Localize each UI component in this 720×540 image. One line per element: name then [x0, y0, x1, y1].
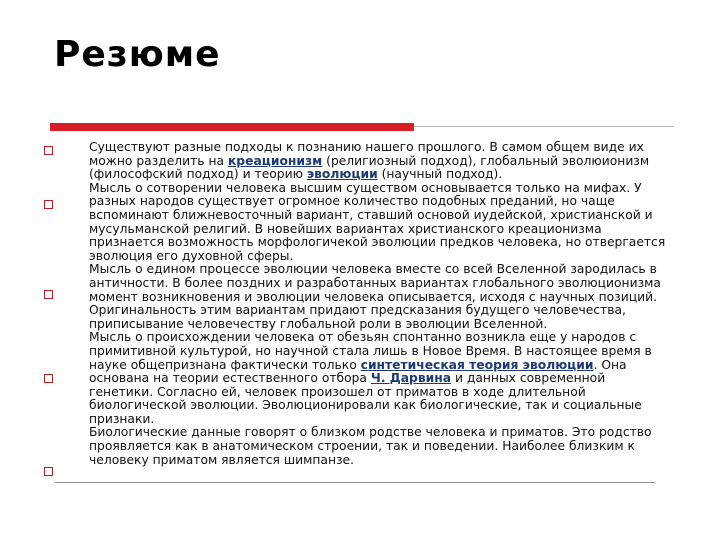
list-item: Биологические данные говорят о близком родстве человека и приматов. Это родство проявляется как в анатомическом строении, так и поведении. Наиболее близким к человеку приматом является шимпанзе.: [89, 425, 652, 467]
hollow-square-icon: [44, 146, 53, 155]
hollow-square-icon: [44, 290, 53, 299]
paragraph-text: . Она основана на теории естественного отбора: [89, 357, 627, 386]
paragraph-text: (религиозный подход), глобальный эволюионизм (философский подход) и теорию: [89, 153, 650, 182]
hollow-square-icon: [44, 467, 53, 476]
link-creationism[interactable]: креационизм: [227, 153, 323, 168]
list-item: Мысль о сотворении человека высшим существом основывается только на мифах. У разных народов существует огромное количество подобных преданий, но чаще вспоминают ближневосточный вариант, ставший основой иудейской, христианской и мусульманской религий. В новейших вариантах христианского креационизма признается возможность морфологичекой эволюции предков человека, но отвергается эволюция его духовной сферы.: [89, 180, 666, 263]
paragraph-text: (научный подход).: [377, 167, 503, 182]
list-item: [89, 331, 673, 426]
list-item: Мысль о едином процессе эволюции человека вместе со всей Вселенной зародилась в античности. В более поздних и разработанных вариантах глобального эволюционизма момент возникновения и эволюции человека описывается, исходя с научных позиций. Оригинальность этим вариантам придают предсказания будущего человечества, приписывание человечеству глобальной роли в эволюции Вселенной.: [89, 262, 661, 331]
paragraph-text: и данных современной генетики. Согласно ей, человек произошел от приматов в ходе длительной биологической эволюции. Эволюционировали как биологические, так и социальные признаки.: [89, 371, 642, 426]
hollow-square-icon: [44, 200, 53, 209]
bullet-list: [89, 141, 673, 467]
hollow-square-icon: [44, 374, 53, 383]
footer-line: [55, 482, 655, 483]
title-accent-bar: [50, 123, 414, 131]
paragraph-text: Существуют разные подходы к познанию нашего прошлого. В самом общем виде их можно разделить на: [89, 140, 644, 168]
slide-title: Резюме: [54, 34, 221, 75]
link-evolution[interactable]: эволюции: [306, 167, 378, 182]
paragraph-text: Мысль о происхождении человека от обезьян спонтанно возникла еще у народов с примитивной культурой, но научной стала лишь в Новое Время. В настоящее время в науке общепризнана фактически только: [89, 330, 652, 372]
list-item: [89, 141, 673, 182]
link-synthetic-theory[interactable]: синтетическая теория эволюции: [360, 357, 594, 372]
link-darwin[interactable]: Ч. Дарвина: [370, 371, 452, 386]
